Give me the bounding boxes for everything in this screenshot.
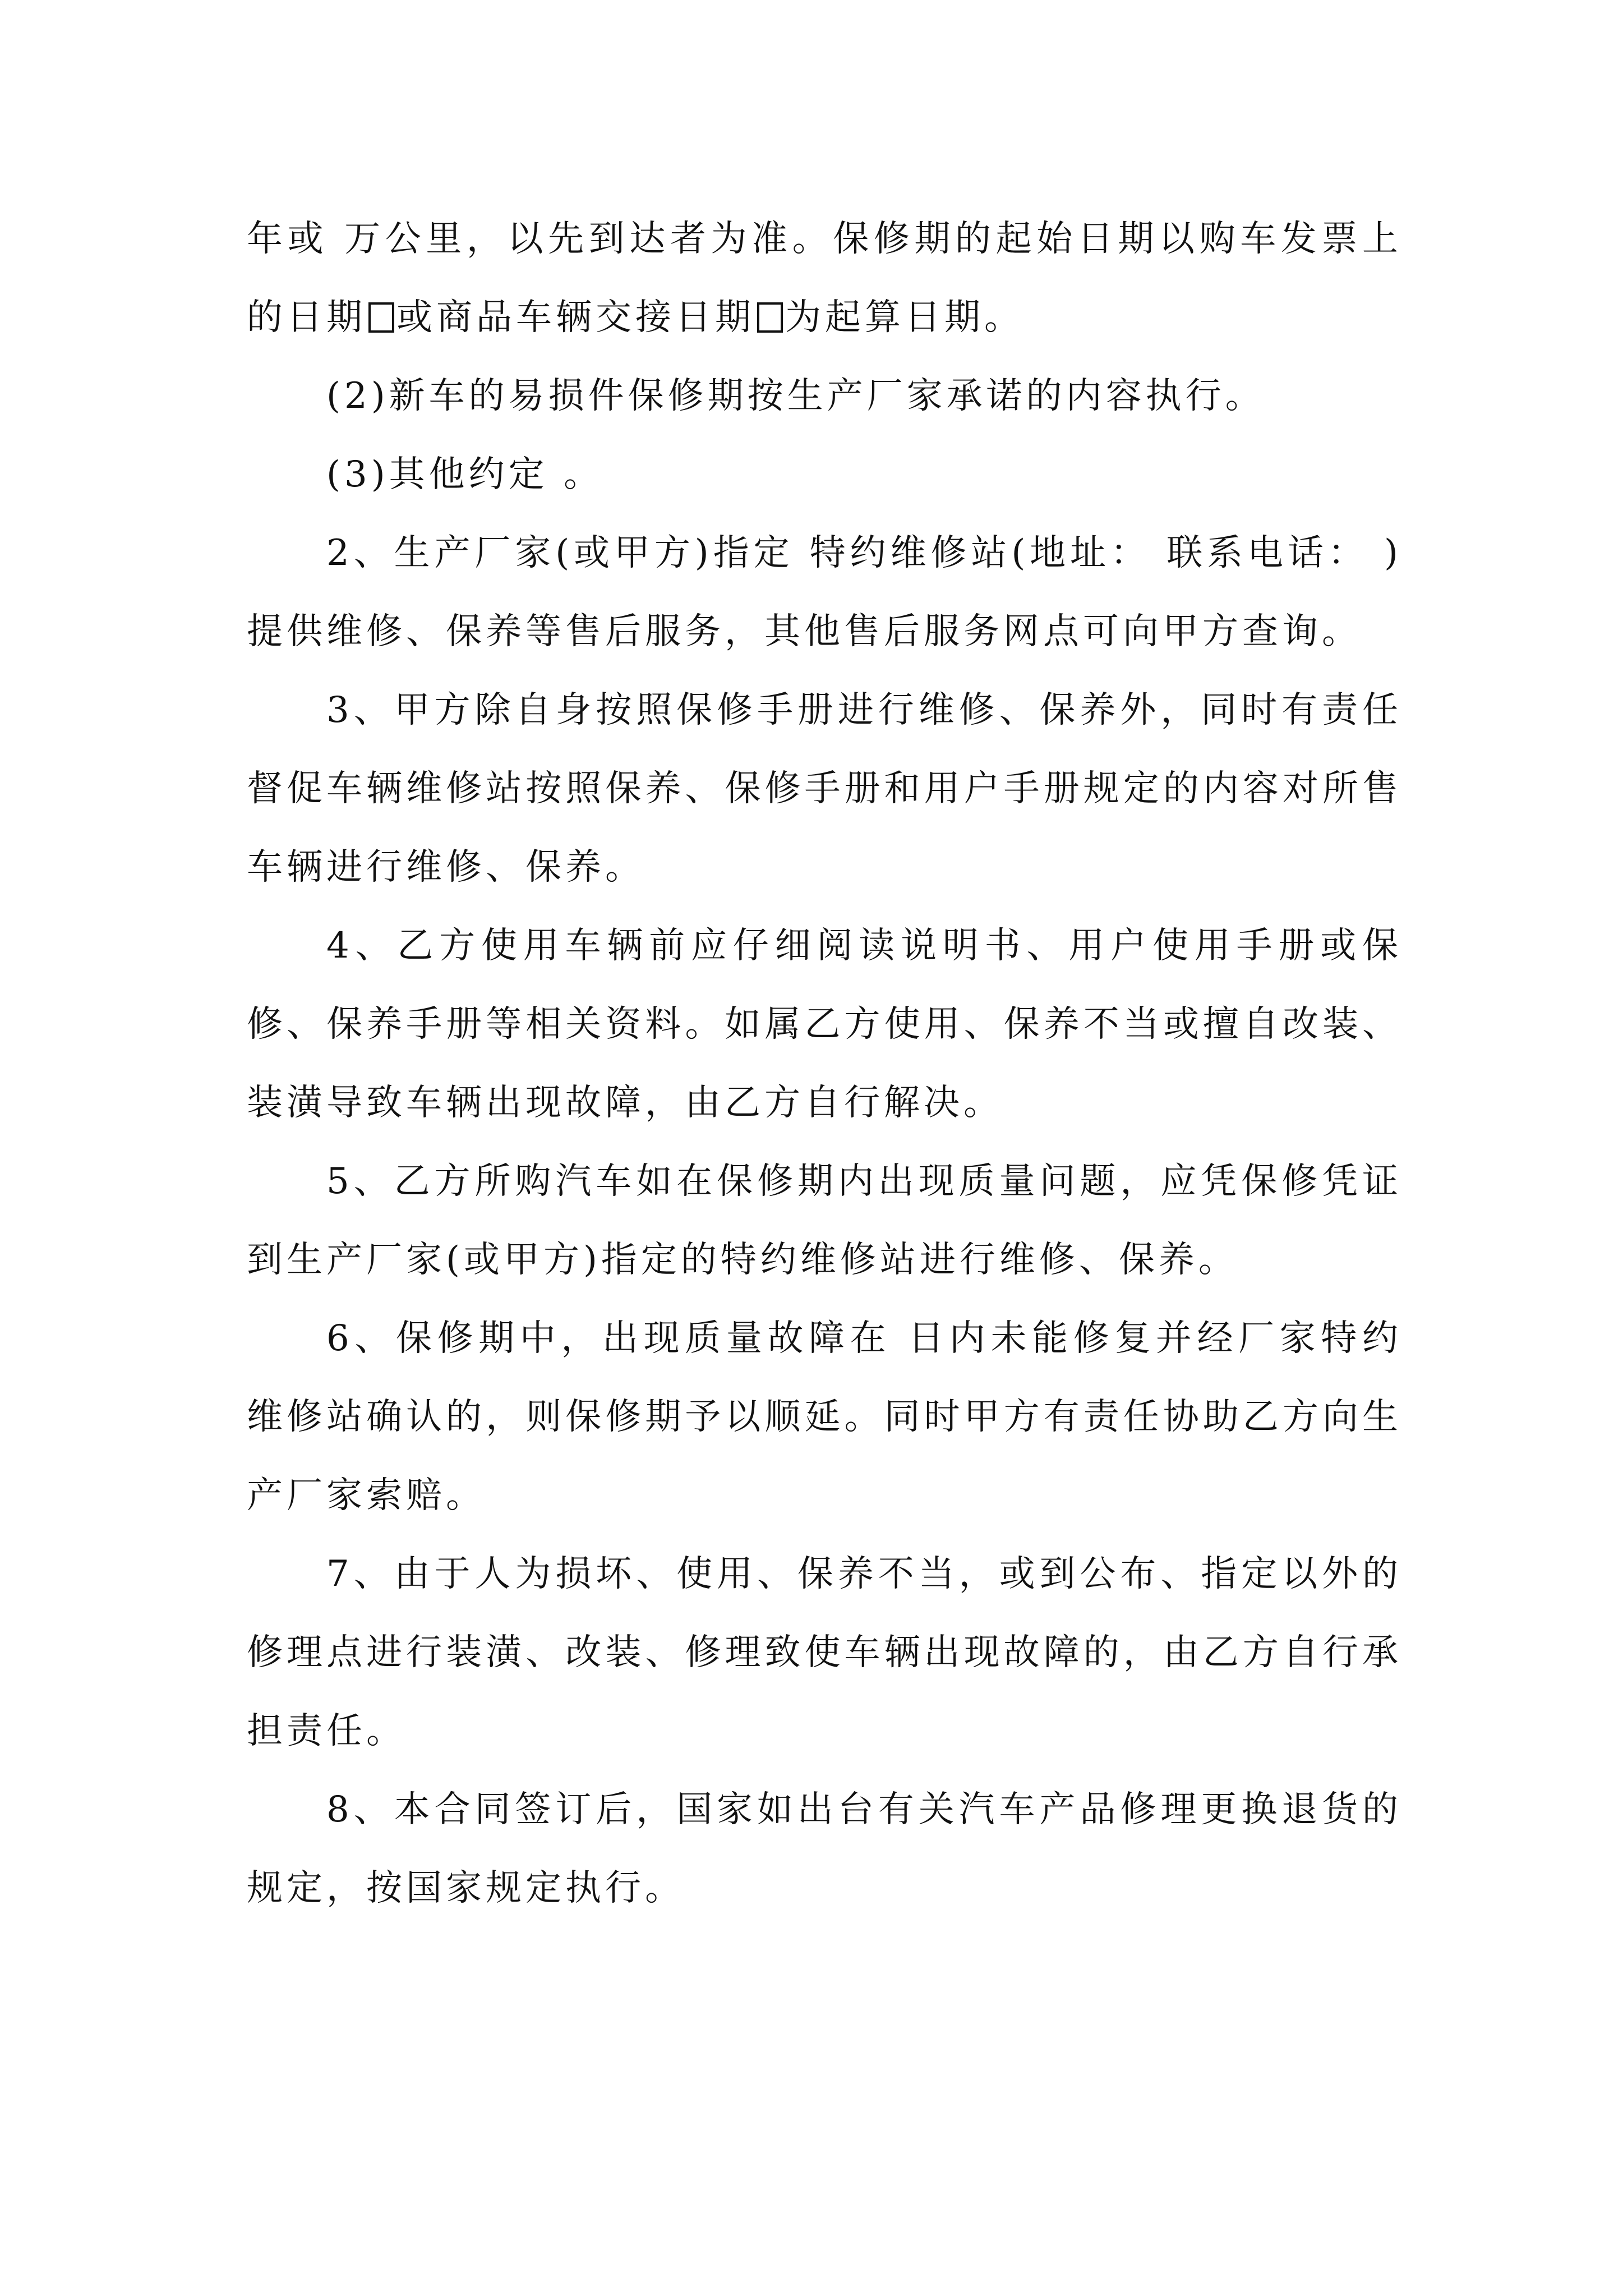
handover-date-checkbox[interactable] xyxy=(757,302,783,333)
paragraph-clause-3: 3、甲方除自身按照保修手册进行维修、保养外，同时有责任督促车辆维修站按照保养、保修手册和用户手册规定的内容对所售车辆进行维修、保养。 xyxy=(247,689,1402,888)
invoice-date-checkbox[interactable] xyxy=(368,302,394,333)
paragraph-clause-4: 4、乙方使用车辆前应仔细阅读说明书、用户使用手册或保修、保养手册等相关资料。如属乙方使用、保养不当或擅自改装、装潢导致车辆出现故障，由乙方自行解决。 xyxy=(247,925,1402,1124)
paragraph-text: 为起算日期。 xyxy=(785,297,1024,338)
paragraph-wear-parts: (2)新车的易损件保修期按生产厂家承诺的内容执行。 xyxy=(326,375,1265,417)
paragraph-text: 或商品车辆交接日期 xyxy=(396,297,755,338)
paragraph-text: 年或 万公里，以先到达者为准。保修期的起始日期以购车发票上的日期 xyxy=(247,218,1402,338)
paragraph-warranty-period xyxy=(247,200,1402,357)
paragraph-clause-2: 2、生产厂家(或甲方)指定 特约维修站(地址： 联系电话： )提供维修、保养等售后服务，其他售后服务网点可向甲方查询。 xyxy=(247,532,1402,652)
document-body xyxy=(247,200,1402,1927)
paragraph-clause-6: 6、保修期中，出现质量故障在 日内未能修复并经厂家特约维修站确认的，则保修期予以顺延。同时甲方有责任协助乙方向生产厂家索赔。 xyxy=(247,1318,1402,1516)
paragraph-clause-8: 8、本合同签订后，国家如出台有关汽车产品修理更换退货的规定，按国家规定执行。 xyxy=(247,1789,1402,1909)
paragraph-clause-7: 7、由于人为损坏、使用、保养不当，或到公布、指定以外的修理点进行装潢、改装、修理致使车辆出现故障的，由乙方自行承担责任。 xyxy=(247,1553,1402,1752)
paragraph-clause-5: 5、乙方所购汽车如在保修期内出现质量问题，应凭保修凭证到生产厂家(或甲方)指定的特约维修站进行维修、保养。 xyxy=(247,1161,1402,1281)
paragraph-other-terms: (3)其他约定 。 xyxy=(326,454,603,495)
